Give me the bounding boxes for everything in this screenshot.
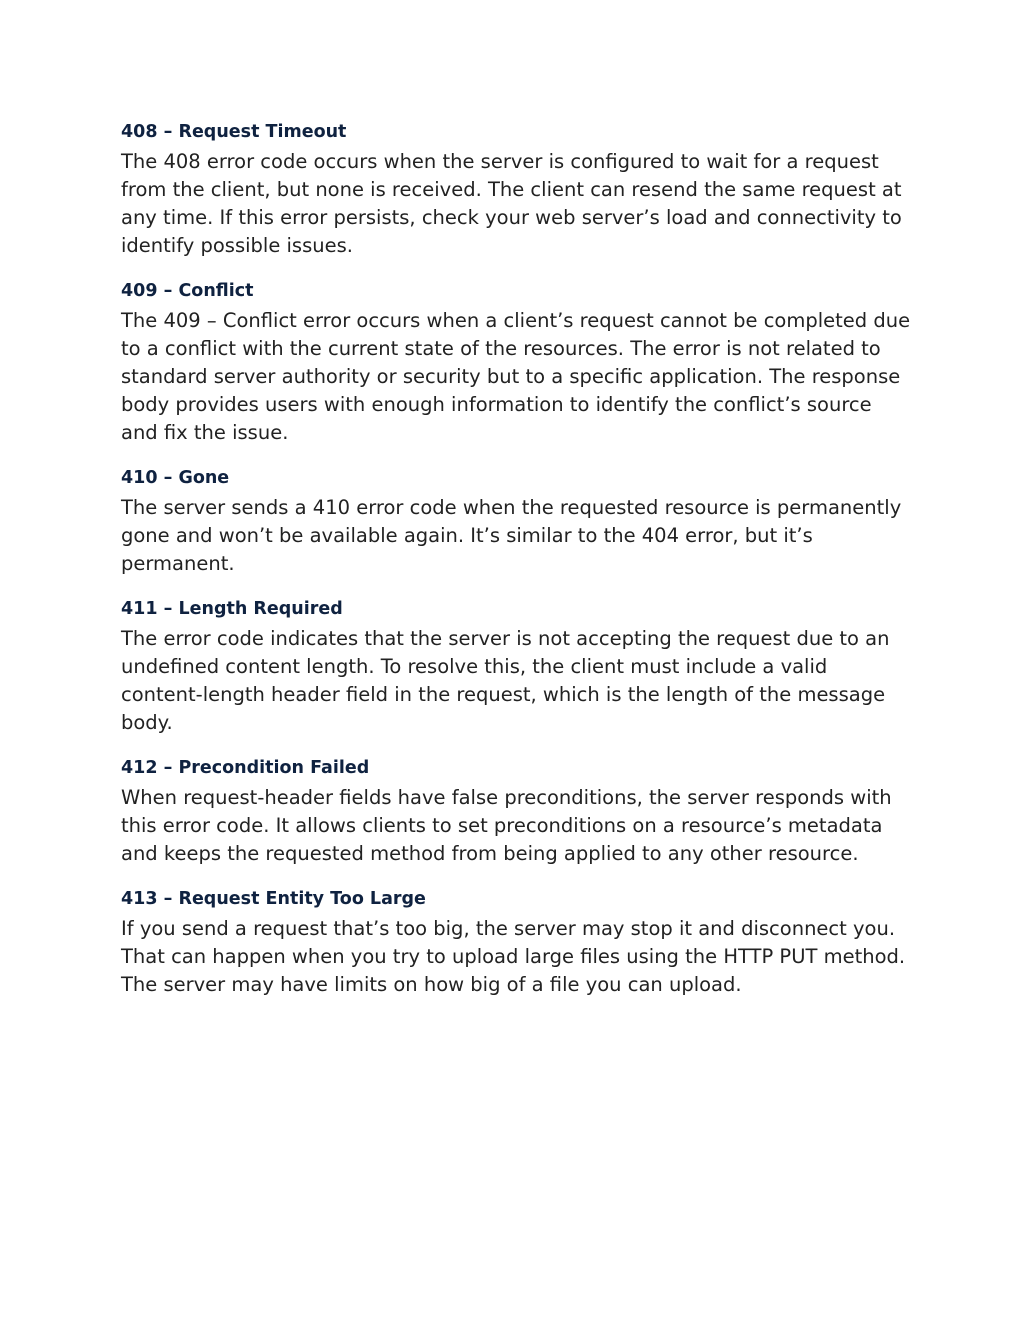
section-heading-408: 408 – Request Timeout (121, 122, 347, 142)
section-heading-413: 413 – Request Entity Too Large (121, 889, 426, 909)
section-408 (121, 118, 911, 260)
section-body-408: The 408 error code occurs when the server is configured to wait for a request from the client, but none is received. The client can resend the same request at any time. If this error persists, check your web server’s load and connectivity to identify possible issues. (121, 150, 902, 257)
section-body-410: The server sends a 410 error code when the requested resource is permanently gone and won’t be available again. It’s similar to the 404 error, but it’s permanent. (121, 496, 902, 575)
section-heading-411: 411 – Length Required (121, 599, 343, 619)
section-heading-412: 412 – Precondition Failed (121, 758, 370, 778)
section-409 (121, 277, 911, 447)
section-413 (121, 885, 911, 999)
section-heading-410: 410 – Gone (121, 468, 230, 488)
section-body-411: The error code indicates that the server is not accepting the request due to an undefined content length. To resolve this, the client must include a valid content-length header field in the request, which is the length of the message body. (121, 627, 890, 734)
section-410 (121, 464, 911, 578)
section-body-409: The 409 – Conflict error occurs when a client’s request cannot be completed due to a conflict with the current state of the resources. The error is not related to standard server authority or security but to a specific application. The response body provides users with enough information to identify the conflict’s source and fix the issue. (121, 309, 911, 444)
section-heading-409: 409 – Conflict (121, 281, 254, 301)
document-page (121, 118, 911, 1016)
section-412 (121, 754, 911, 868)
section-body-412: When request-header fields have false preconditions, the server responds with this error code. It allows clients to set preconditions on a resource’s metadata and keeps the requested method from being applied to any other resource. (121, 786, 892, 865)
section-body-413: If you send a request that’s too big, the server may stop it and disconnect you. That can happen when you try to upload large files using the HTTP PUT method. The server may have limits on how big of a file you can upload. (121, 917, 906, 996)
section-411 (121, 595, 911, 737)
